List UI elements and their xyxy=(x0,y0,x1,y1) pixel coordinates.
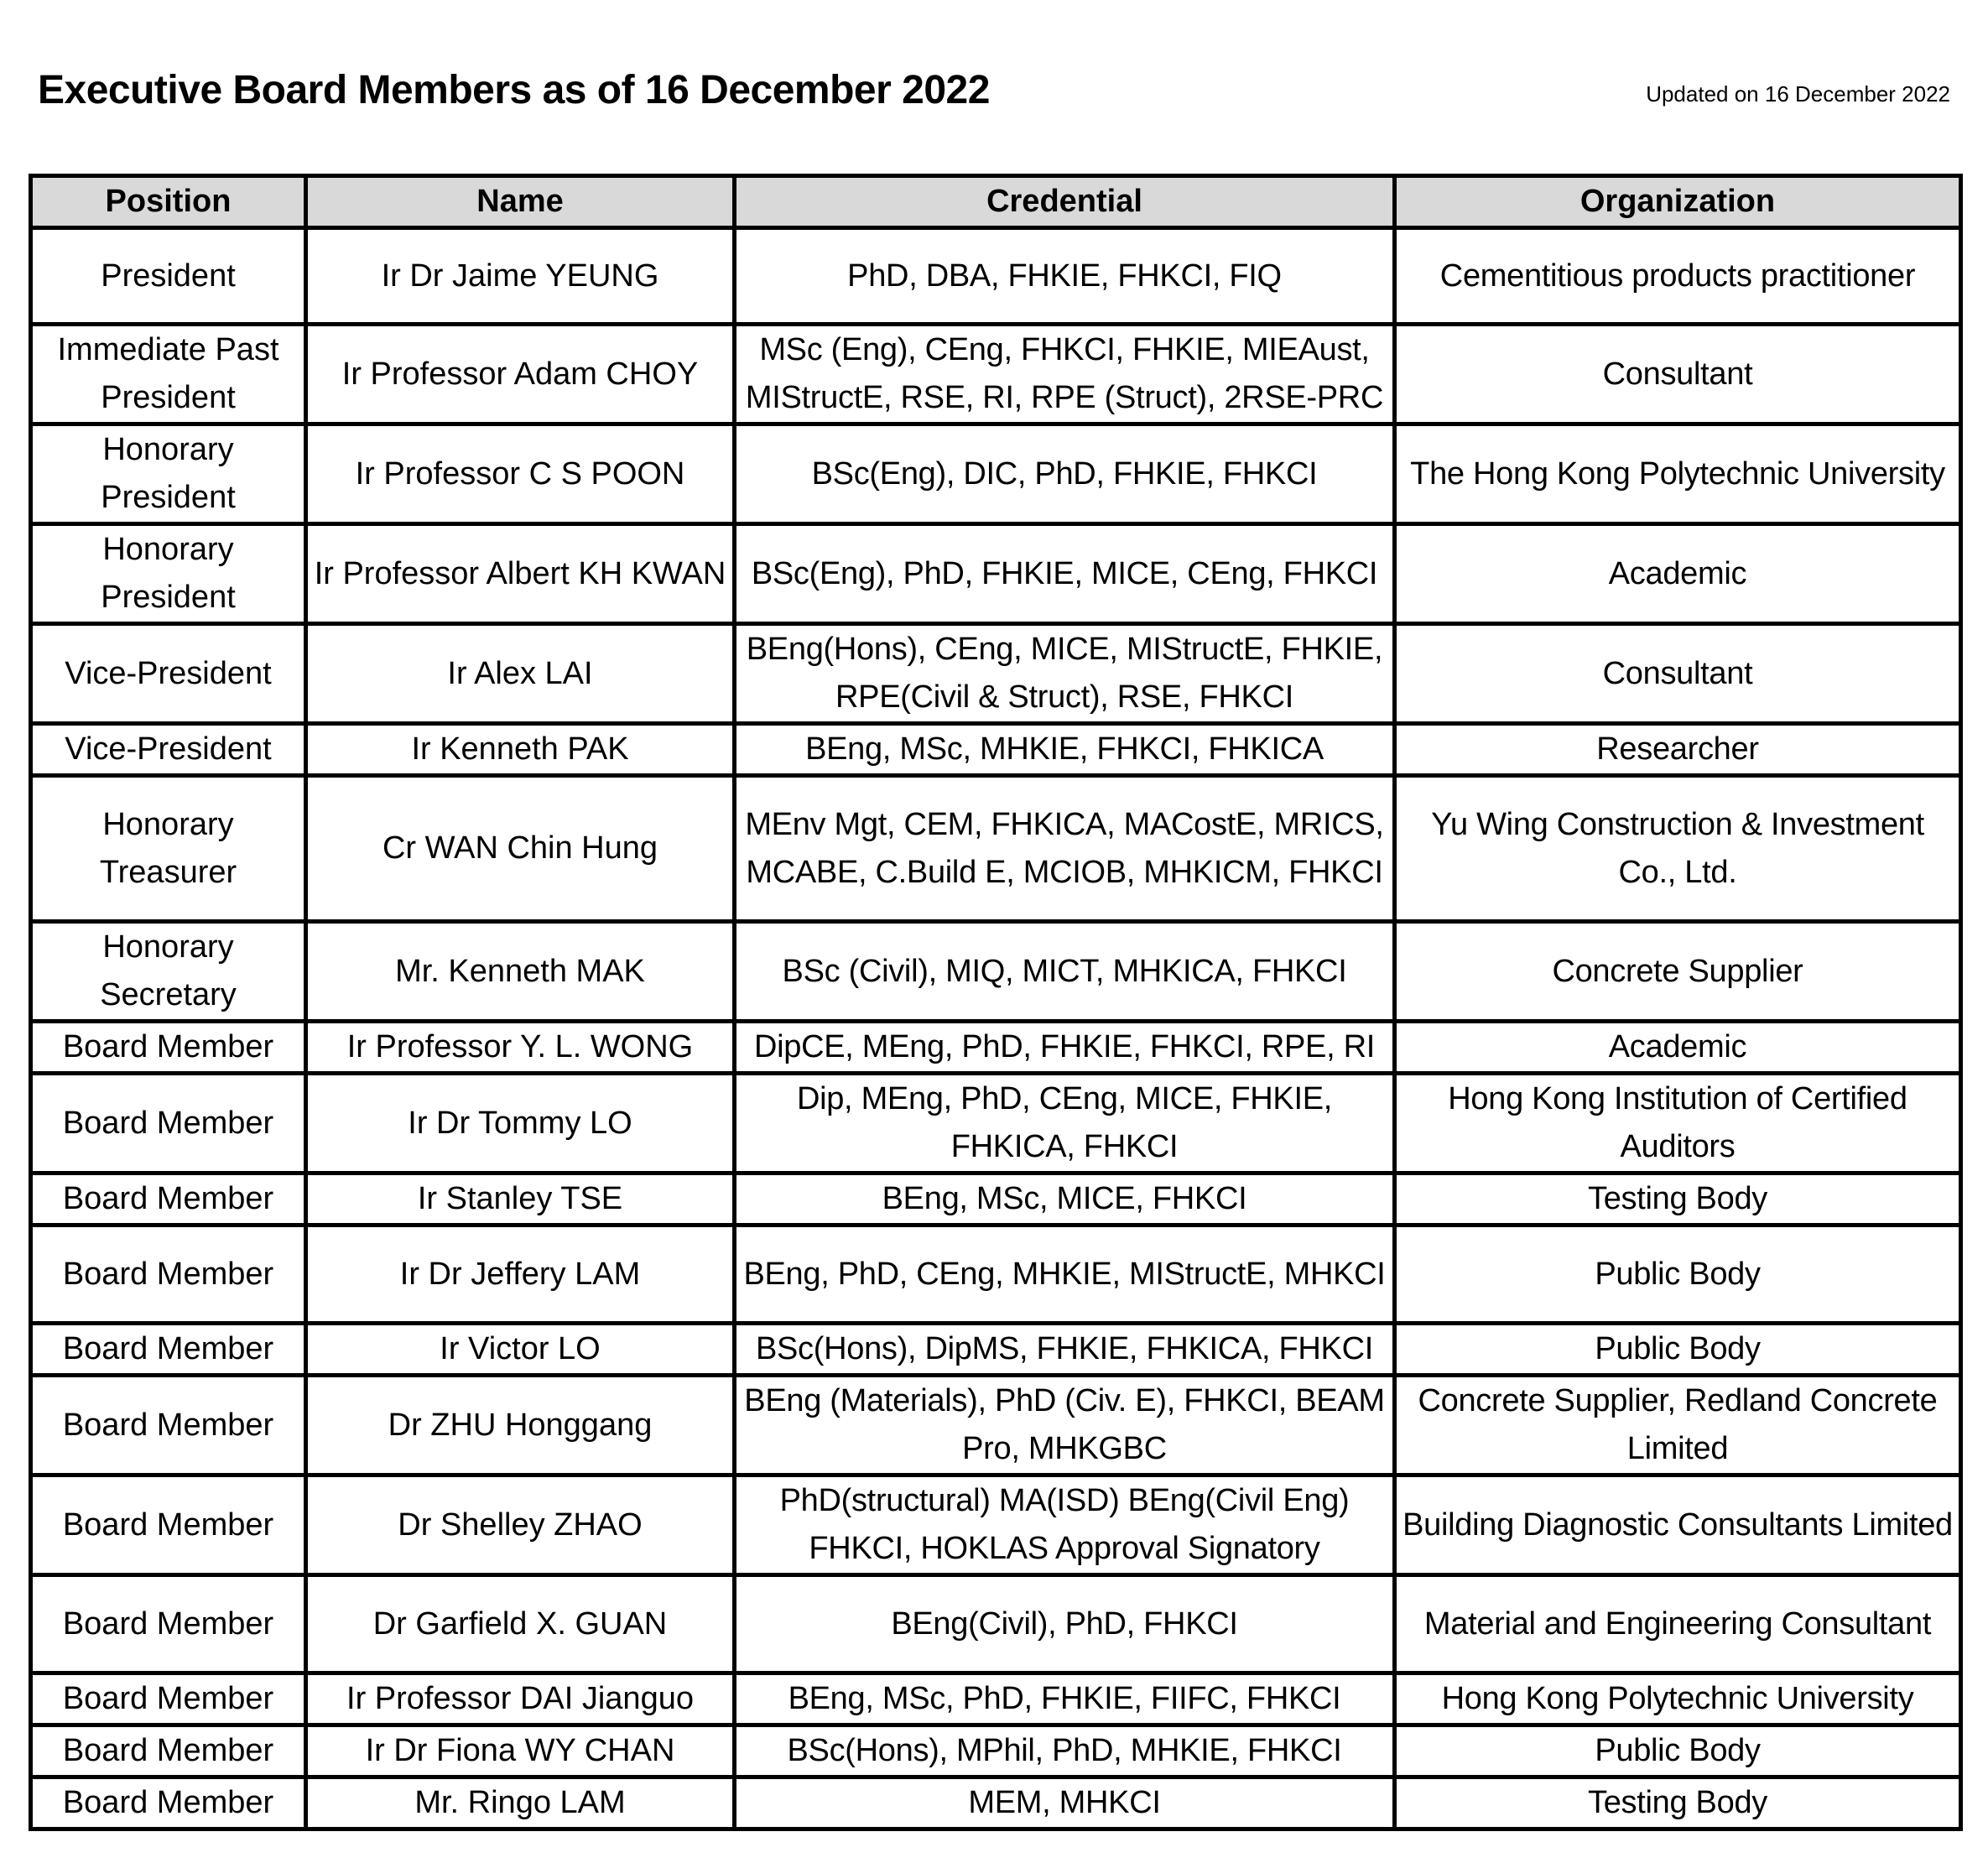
cell-position: Board Member xyxy=(31,1475,306,1575)
cell-name: Dr ZHU Honggang xyxy=(306,1376,735,1475)
cell-position: Board Member xyxy=(31,1324,306,1376)
updated-date: Updated on 16 December 2022 xyxy=(1646,81,1950,107)
cell-organization: Concrete Supplier xyxy=(1395,922,1961,1022)
table-row xyxy=(31,1575,1961,1673)
cell-name: Mr. Ringo LAM xyxy=(306,1777,735,1829)
cell-organization: Concrete Supplier, Redland Concrete Limited xyxy=(1395,1376,1961,1475)
cell-name: Mr. Kenneth MAK xyxy=(306,922,735,1022)
cell-position: Vice-President xyxy=(31,724,306,776)
board-members-table xyxy=(29,174,1963,1831)
cell-position: Honorary President xyxy=(31,524,306,624)
cell-position: Honorary Secretary xyxy=(31,922,306,1022)
table-row xyxy=(31,776,1961,922)
page-title: Executive Board Members as of 16 December 2022 xyxy=(38,68,990,112)
cell-name: Ir Dr Jeffery LAM xyxy=(306,1226,735,1324)
table-row xyxy=(31,1475,1961,1575)
cell-position: Board Member xyxy=(31,1673,306,1725)
cell-credential: PhD, DBA, FHKIE, FHKCI, FIQ xyxy=(735,228,1395,325)
cell-organization: Academic xyxy=(1395,524,1961,624)
cell-name: Ir Professor Albert KH KWAN xyxy=(306,524,735,624)
cell-organization: Hong Kong Polytechnic University xyxy=(1395,1673,1961,1725)
cell-position: Board Member xyxy=(31,1173,306,1226)
table-row xyxy=(31,1074,1961,1173)
cell-credential: BEng, MSc, MHKIE, FHKCI, FHKICA xyxy=(735,724,1395,776)
cell-credential: BEng(Hons), CEng, MICE, MIStructE, FHKIE, RPE(Civil & Struct), RSE, FHKCI xyxy=(735,624,1395,724)
table-row xyxy=(31,1673,1961,1725)
cell-organization: Hong Kong Institution of Certified Auditors xyxy=(1395,1074,1961,1173)
table-row xyxy=(31,228,1961,325)
header-credential: Credential xyxy=(735,176,1395,228)
header-organization: Organization xyxy=(1395,176,1961,228)
cell-name: Ir Professor Adam CHOY xyxy=(306,325,735,424)
cell-organization: Material and Engineering Consultant xyxy=(1395,1575,1961,1673)
cell-name: Dr Shelley ZHAO xyxy=(306,1475,735,1575)
table-header-row xyxy=(31,176,1961,228)
table-row xyxy=(31,1022,1961,1074)
cell-name: Ir Kenneth PAK xyxy=(306,724,735,776)
cell-position: Honorary Treasurer xyxy=(31,776,306,922)
cell-organization: Consultant xyxy=(1395,624,1961,724)
cell-credential: BSc (Civil), MIQ, MICT, MHKICA, FHKCI xyxy=(735,922,1395,1022)
cell-credential: Dip, MEng, PhD, CEng, MICE, FHKIE, FHKICA, FHKCI xyxy=(735,1074,1395,1173)
cell-position: Immediate Past President xyxy=(31,325,306,424)
cell-organization: Researcher xyxy=(1395,724,1961,776)
cell-credential: MEnv Mgt, CEM, FHKICA, MACostE, MRICS, MCABE, C.Build E, MCIOB, MHKICM, FHKCI xyxy=(735,776,1395,922)
cell-credential: MEM, MHKCI xyxy=(735,1777,1395,1829)
cell-organization: Consultant xyxy=(1395,325,1961,424)
table-row xyxy=(31,1777,1961,1829)
cell-organization: Testing Body xyxy=(1395,1777,1961,1829)
cell-position: Board Member xyxy=(31,1074,306,1173)
cell-position: Board Member xyxy=(31,1226,306,1324)
cell-position: Board Member xyxy=(31,1376,306,1475)
table-row xyxy=(31,1725,1961,1777)
cell-name: Cr WAN Chin Hung xyxy=(306,776,735,922)
table-row xyxy=(31,1226,1961,1324)
cell-organization: Academic xyxy=(1395,1022,1961,1074)
table-row xyxy=(31,1376,1961,1475)
header-name: Name xyxy=(306,176,735,228)
cell-credential: BSc(Eng), PhD, FHKIE, MICE, CEng, FHKCI xyxy=(735,524,1395,624)
cell-organization: Public Body xyxy=(1395,1324,1961,1376)
cell-name: Ir Professor Y. L. WONG xyxy=(306,1022,735,1074)
table-row xyxy=(31,624,1961,724)
cell-credential: DipCE, MEng, PhD, FHKIE, FHKCI, RPE, RI xyxy=(735,1022,1395,1074)
cell-name: Ir Victor LO xyxy=(306,1324,735,1376)
cell-position: Vice-President xyxy=(31,624,306,724)
cell-position: Board Member xyxy=(31,1725,306,1777)
table-body xyxy=(31,228,1961,1829)
cell-organization: Public Body xyxy=(1395,1226,1961,1324)
cell-name: Ir Dr Fiona WY CHAN xyxy=(306,1725,735,1777)
cell-organization: Testing Body xyxy=(1395,1173,1961,1226)
table-row xyxy=(31,724,1961,776)
cell-name: Ir Alex LAI xyxy=(306,624,735,724)
cell-credential: BEng(Civil), PhD, FHKCI xyxy=(735,1575,1395,1673)
cell-credential: MSc (Eng), CEng, FHKCI, FHKIE, MIEAust, MIStructE, RSE, RI, RPE (Struct), 2RSE-PRC xyxy=(735,325,1395,424)
cell-organization: The Hong Kong Polytechnic University xyxy=(1395,424,1961,524)
cell-credential: BEng, MSc, PhD, FHKIE, FIIFC, FHKCI xyxy=(735,1673,1395,1725)
cell-credential: BEng (Materials), PhD (Civ. E), FHKCI, BEAM Pro, MHKGBC xyxy=(735,1376,1395,1475)
cell-credential: BEng, PhD, CEng, MHKIE, MIStructE, MHKCI xyxy=(735,1226,1395,1324)
cell-organization: Cementitious products practitioner xyxy=(1395,228,1961,325)
cell-position: Honorary President xyxy=(31,424,306,524)
table-row xyxy=(31,424,1961,524)
table-row xyxy=(31,1324,1961,1376)
cell-name: Ir Dr Tommy LO xyxy=(306,1074,735,1173)
cell-name: Ir Stanley TSE xyxy=(306,1173,735,1226)
cell-name: Ir Professor C S POON xyxy=(306,424,735,524)
cell-position: Board Member xyxy=(31,1575,306,1673)
cell-position: Board Member xyxy=(31,1777,306,1829)
cell-organization: Building Diagnostic Consultants Limited xyxy=(1395,1475,1961,1575)
cell-position: President xyxy=(31,228,306,325)
cell-credential: BSc(Hons), DipMS, FHKIE, FHKICA, FHKCI xyxy=(735,1324,1395,1376)
cell-credential: BSc(Eng), DIC, PhD, FHKIE, FHKCI xyxy=(735,424,1395,524)
cell-name: Dr Garfield X. GUAN xyxy=(306,1575,735,1673)
cell-name: Ir Dr Jaime YEUNG xyxy=(306,228,735,325)
table-row xyxy=(31,922,1961,1022)
cell-position: Board Member xyxy=(31,1022,306,1074)
cell-credential: PhD(structural) MA(ISD) BEng(Civil Eng) FHKCI, HOKLAS Approval Signatory xyxy=(735,1475,1395,1575)
cell-organization: Public Body xyxy=(1395,1725,1961,1777)
cell-name: Ir Professor DAI Jianguo xyxy=(306,1673,735,1725)
cell-organization: Yu Wing Construction & Investment Co., Ltd. xyxy=(1395,776,1961,922)
table-row xyxy=(31,1173,1961,1226)
cell-credential: BSc(Hons), MPhil, PhD, MHKIE, FHKCI xyxy=(735,1725,1395,1777)
table-row xyxy=(31,524,1961,624)
cell-credential: BEng, MSc, MICE, FHKCI xyxy=(735,1173,1395,1226)
table-row xyxy=(31,325,1961,424)
header-position: Position xyxy=(31,176,306,228)
